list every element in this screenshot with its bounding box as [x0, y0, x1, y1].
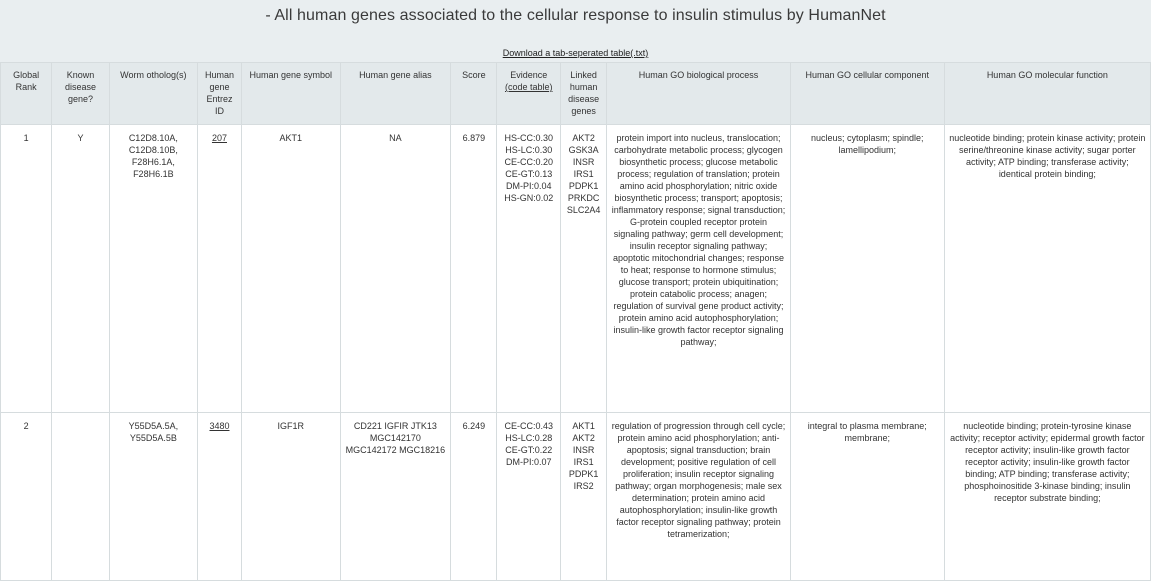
col-header-worm-ortholog: Worm otholog(s)	[109, 63, 197, 125]
genes-table	[0, 62, 1151, 581]
cell-score: 6.879	[451, 125, 497, 413]
cell-gene-symbol: IGF1R	[242, 413, 340, 581]
cell-linked-genes: AKT1 AKT2 INSR IRS1 PDPK1 IRS2	[561, 413, 607, 581]
col-header-go-process: Human GO biological process	[607, 63, 791, 125]
col-header-go-function: Human GO molecular function	[944, 63, 1150, 125]
col-header-score: Score	[451, 63, 497, 125]
cell-evidence: CE-CC:0.43 HS-LC:0.28 CE-GT:0.22 DM-PI:0.07	[497, 413, 561, 581]
table-row	[1, 125, 1151, 413]
cell-go-process: protein import into nucleus, translocation; carbohydrate metabolic process; glycogen biosynthetic process; glucose metabolic process; regulation of translation; protein amino acid phosphorylation; nitric oxide biosynthetic process; transport; apoptosis; inflammatory response; signal transduction; G-protein coupled receptor protein signaling pathway; germ cell development; insulin receptor signaling pathway; apoptotic mitochondrial changes; response to heat; response to hormone stimulus; glucose transport; protein ubiquitination; protein catabolic process; anagen; regulation of survival gene product activity; protein amino acid autophosphorylation; insulin-like growth factor receptor signaling pathway;	[607, 125, 791, 413]
table-row	[1, 413, 1151, 581]
page-header	[0, 0, 1151, 62]
cell-gene-alias: NA	[340, 125, 451, 413]
col-header-linked-genes: Linked human disease genes	[561, 63, 607, 125]
cell-go-function: nucleotide binding; protein-tyrosine kinase activity; receptor activity; epidermal growth factor receptor activity; insulin-like growth factor receptor activity; insulin-like growth factor binding; ATP binding; transferase activity; phosphoinositide 3-kinase binding; insulin receptor substrate binding;	[944, 413, 1150, 581]
cell-go-component: integral to plasma membrane; membrane;	[790, 413, 944, 581]
col-header-go-component: Human GO cellular component	[790, 63, 944, 125]
cell-known-disease	[52, 413, 109, 581]
col-header-global-rank: Global Rank	[1, 63, 52, 125]
code-table-link[interactable]: (code table)	[504, 82, 553, 92]
cell-score: 6.249	[451, 413, 497, 581]
col-header-entrez-id: Human gene Entrez ID	[197, 63, 241, 125]
col-header-known-disease: Known disease gene?	[52, 63, 109, 125]
cell-known-disease: Y	[52, 125, 109, 413]
col-header-gene-alias: Human gene alias	[340, 63, 451, 125]
cell-gene-alias: CD221 IGFIR JTK13 MGC142170 MGC142172 MGC18216	[340, 413, 451, 581]
cell-worm-ortholog: Y55D5A.5A, Y55D5A.5B	[109, 413, 197, 581]
cell-evidence: HS-CC:0.30 HS-LC:0.30 CE-CC:0.20 CE-GT:0.13 DM-PI:0.04 HS-GN:0.02	[497, 125, 561, 413]
cell-worm-ortholog: C12D8.10A, C12D8.10B, F28H6.1A, F28H6.1B	[109, 125, 197, 413]
cell-go-process: regulation of progression through cell cycle; protein amino acid phosphorylation; anti-apoptosis; signal transduction; brain development; positive regulation of cell proliferation; insulin receptor signaling pathway; organ morphogenesis; male sex determination; protein amino acid autophosphorylation; insulin-like growth factor receptor signaling pathway; protein tetramerization;	[607, 413, 791, 581]
col-header-evidence	[497, 63, 561, 125]
cell-rank: 1	[1, 125, 52, 413]
cell-go-component: nucleus; cytoplasm; spindle; lamellipodium;	[790, 125, 944, 413]
cell-entrez-id	[197, 413, 241, 581]
page-title: - All human genes associated to the cellular response to insulin stimulus by HumanNet	[265, 7, 886, 24]
entrez-id-link[interactable]: 3480	[209, 421, 230, 431]
cell-linked-genes: AKT2 GSK3A INSR IRS1 PDPK1 PRKDC SLC2A4	[561, 125, 607, 413]
table-header-row	[1, 63, 1151, 125]
entrez-id-link[interactable]: 207	[211, 133, 227, 143]
cell-rank: 2	[1, 413, 52, 581]
cell-gene-symbol: AKT1	[242, 125, 340, 413]
col-header-evidence-label: Evidence	[510, 70, 548, 80]
cell-go-function: nucleotide binding; protein kinase activity; protein serine/threonine kinase activity; sugar porter activity; ATP binding; transferase activity; identical protein binding;	[944, 125, 1150, 413]
cell-entrez-id	[197, 125, 241, 413]
col-header-gene-symbol: Human gene symbol	[242, 63, 340, 125]
download-table-link[interactable]: Download a tab-seperated table(.txt)	[502, 48, 649, 58]
